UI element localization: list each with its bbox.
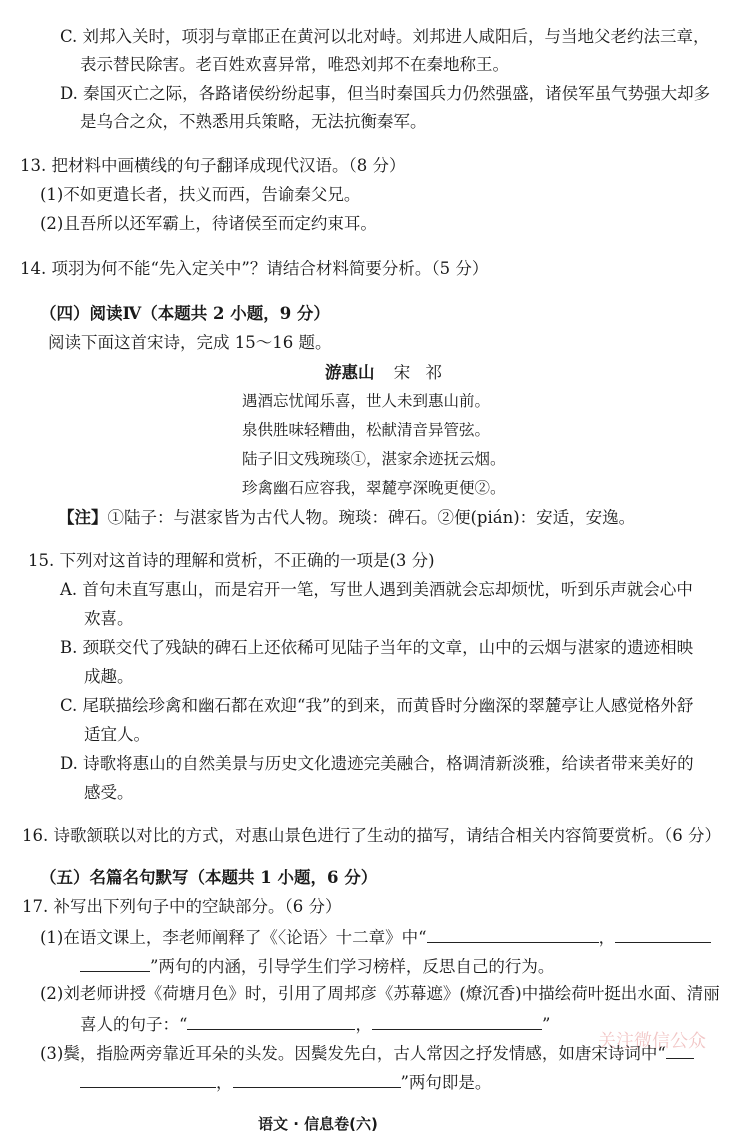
q17-part3-comma: ， [216, 1073, 233, 1092]
q16-stem: 16. 诗歌颔联以对比的方式，对惠山景色进行了生动的描写，请结合相关内容简要赏析。（6 分） [22, 826, 721, 845]
q12-option-d-line2: 是乌合之众，不熟悉用兵策略，无法抗衡秦军。 [80, 112, 427, 131]
q15-option-d-line2: 感受。 [84, 783, 134, 802]
poem-line-3: 陆子旧文残琬琰①，湛家余迹抚云烟。 [242, 450, 506, 468]
poem-dynasty: 宋 [393, 363, 411, 382]
q15-option-b-line1: B. 颈联交代了残缺的碑石上还依稀可见陆子当年的文章，山中的云烟与湛家的遗迹相映 [60, 638, 694, 657]
q17-part2-line2 [80, 1015, 550, 1034]
q17-part3-prefix: (3)鬓，指脸两旁靠近耳朵的头发。因鬓发先白，古人常因之抒发情感，如唐宋诗词中“ [40, 1044, 666, 1063]
q17-stem: 17. 补写出下列句子中的空缺部分。（6 分） [22, 897, 342, 916]
q12-option-c-line2: 表示替民除害。老百姓欢喜异常，唯恐刘邦不在秦地称王。 [80, 55, 509, 74]
q17-part1-suffix: ”两句的内涵，引导学生们学习榜样，反思自己的行为。 [150, 957, 555, 976]
q15-stem: 15. 下列对这首诗的理解和赏析，不正确的一项是(3 分) [28, 551, 435, 570]
poem-note [58, 510, 635, 527]
poem-line-2: 泉供胜味轻糟曲，松献清音异管弦。 [242, 421, 491, 439]
q17-part3-line1 [40, 1044, 694, 1063]
q15-option-a-line2: 欢喜。 [84, 609, 134, 628]
q13-stem: 13. 把材料中画横线的句子翻译成现代汉语。（8 分） [20, 156, 406, 175]
q15-option-b-line2: 成趣。 [84, 667, 134, 686]
q15-option-c-line1: C. 尾联描绘珍禽和幽石都在欢迎“我”的到来，而黄昏时分幽深的翠麓亭让人感觉格外舒 [60, 696, 694, 715]
q13-sentence-2: (2)且吾所以还军霸上，待诸侯至而定约束耳。 [40, 214, 377, 233]
poem-author: 祁 [425, 363, 442, 382]
poem-title: 游惠山 [325, 363, 375, 382]
q17-blank-2[interactable] [615, 928, 711, 943]
q17-part1-line2 [80, 957, 554, 976]
q17-blank-4[interactable] [187, 1015, 355, 1030]
poem-line-4: 珍禽幽石应容我，翠麓亭深晚更便②。 [242, 479, 506, 497]
q17-blank-7[interactable] [80, 1073, 216, 1088]
q17-part2-comma: ， [355, 1015, 372, 1034]
q17-blank-8[interactable] [233, 1073, 401, 1088]
q17-blank-6[interactable] [666, 1044, 694, 1059]
section4-heading: （四）阅读Ⅳ（本题共 2 小题，9 分） [40, 304, 330, 323]
q17-part1-comma: ， [598, 928, 616, 947]
q15-option-c-line2: 适宜人。 [84, 725, 150, 744]
q17-part2-prefix: 喜人的句子：“ [80, 1015, 188, 1034]
q15-option-d-line1: D. 诗歌将惠山的自然美景与历史文化遗迹完美融合，格调清新淡雅，给读者带来美好的 [60, 754, 694, 773]
q12-option-d-line1: D. 秦国灭亡之际，各路诸侯纷纷起事，但当时秦国兵力仍然强盛，诸侯军虽气势强大却多 [60, 84, 711, 103]
q15-option-a-line1: A. 首句未直写惠山，而是宕开一笔，写世人遇到美酒就会忘却烦忧，听到乐声就会心中 [60, 580, 693, 599]
q17-part2-line1: (2)刘老师讲授《荷塘月色》时，引用了周邦彦《苏幕遮》(燎沉香)中描绘荷叶挺出水面、清丽 [40, 984, 720, 1003]
q12-option-c-line1: C. 刘邦入关时，项羽与章邯正在黄河以北对峙。刘邦进人咸阳后，与当地父老约法三章， [60, 27, 710, 46]
q14-stem: 14. 项羽为何不能“先入定关中”？请结合材料简要分析。（5 分） [20, 259, 489, 278]
q17-blank-5[interactable] [372, 1015, 542, 1030]
q17-part1-prefix: (1)在语文课上，李老师阐释了《〈论语〉十二章》中“ [40, 928, 427, 947]
poem-title-line [325, 365, 442, 382]
q17-part2-close: ” [541, 1015, 551, 1034]
section4-intro: 阅读下面这首宋诗，完成 15～16 题。 [48, 333, 332, 352]
poem-note-label: 【注】 [58, 508, 108, 527]
poem-note-text: ①陆子：与湛家皆为古代人物。琬琰：碑石。②便(pián)：安适，安逸。 [107, 508, 636, 527]
q17-part1-line1 [40, 928, 711, 947]
q17-part3-line2 [80, 1073, 491, 1092]
page-footer: 语文 · 信息卷(六) [258, 1115, 378, 1133]
q17-part3-suffix: ”两句即是。 [400, 1073, 492, 1092]
q13-sentence-1: (1)不如更遣长者，扶义而西，告谕秦父兄。 [40, 185, 361, 204]
poem-line-1: 遇酒忘忧闻乐喜，世人未到惠山前。 [242, 392, 491, 410]
q17-blank-1[interactable] [427, 928, 599, 943]
watermark: 关注微信公众 [598, 1031, 706, 1052]
q17-blank-3[interactable] [80, 957, 150, 972]
section5-heading: （五）名篇名句默写（本题共 1 小题，6 分） [40, 868, 378, 887]
